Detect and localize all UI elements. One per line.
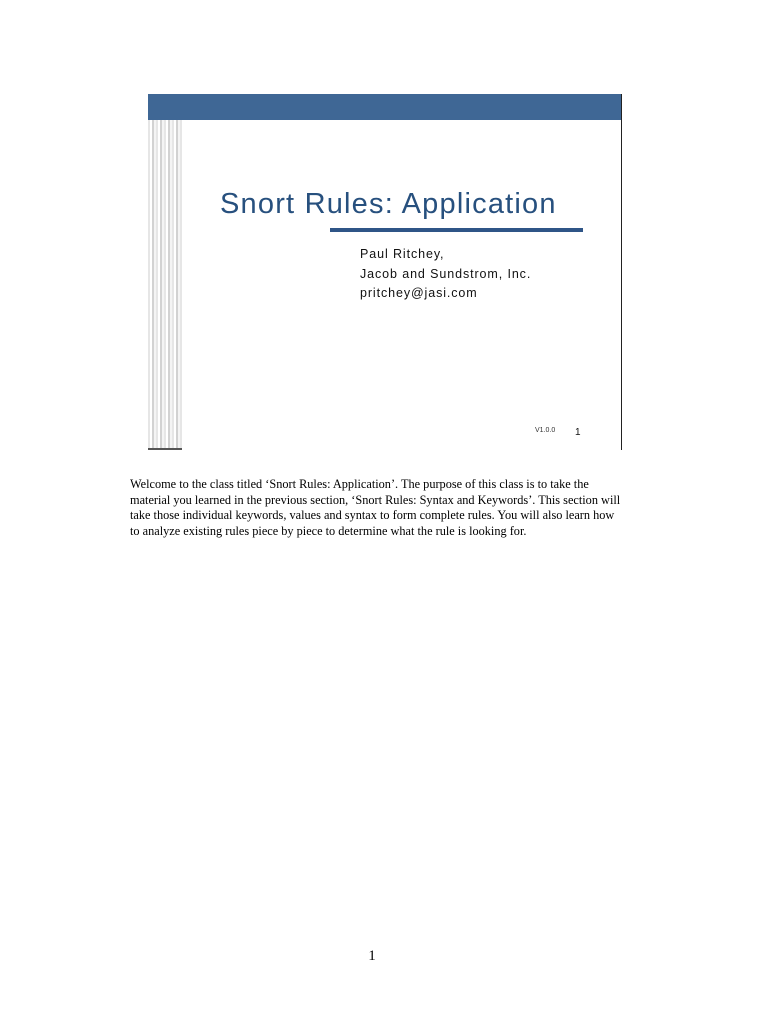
author-company: Jacob and Sundstrom, Inc.: [360, 266, 532, 281]
author-name: Paul Ritchey,: [360, 247, 445, 261]
author-email: pritchey@jasi.com: [360, 286, 478, 300]
author-block: [360, 245, 531, 304]
notes-line: take those individual keywords, values and syntax to form complete rules. You will also learn how: [130, 508, 615, 522]
decorative-column-graphic: [148, 120, 182, 450]
slide-title: Snort Rules: Application: [220, 188, 557, 220]
notes-line: Welcome to the class titled ‘Snort Rules: Application’. The purpose of this class is to take the: [130, 477, 589, 491]
slide-number: 1: [575, 427, 581, 438]
slide-version: V1.0.0: [535, 427, 556, 434]
slide-thumbnail: [148, 94, 622, 450]
notes-line: to analyze existing rules piece by piece to determine what the rule is looking for.: [130, 523, 527, 538]
page-number: 1: [368, 948, 376, 964]
slide-header-bar: [148, 94, 622, 120]
notes-line: material you learned in the previous section, ‘Snort Rules: Syntax and Keywords’. This section will: [130, 492, 621, 507]
slide-right-border: [621, 94, 622, 450]
speaker-notes: [130, 477, 650, 539]
column-base-line: [148, 448, 182, 450]
title-underline: [330, 228, 583, 232]
